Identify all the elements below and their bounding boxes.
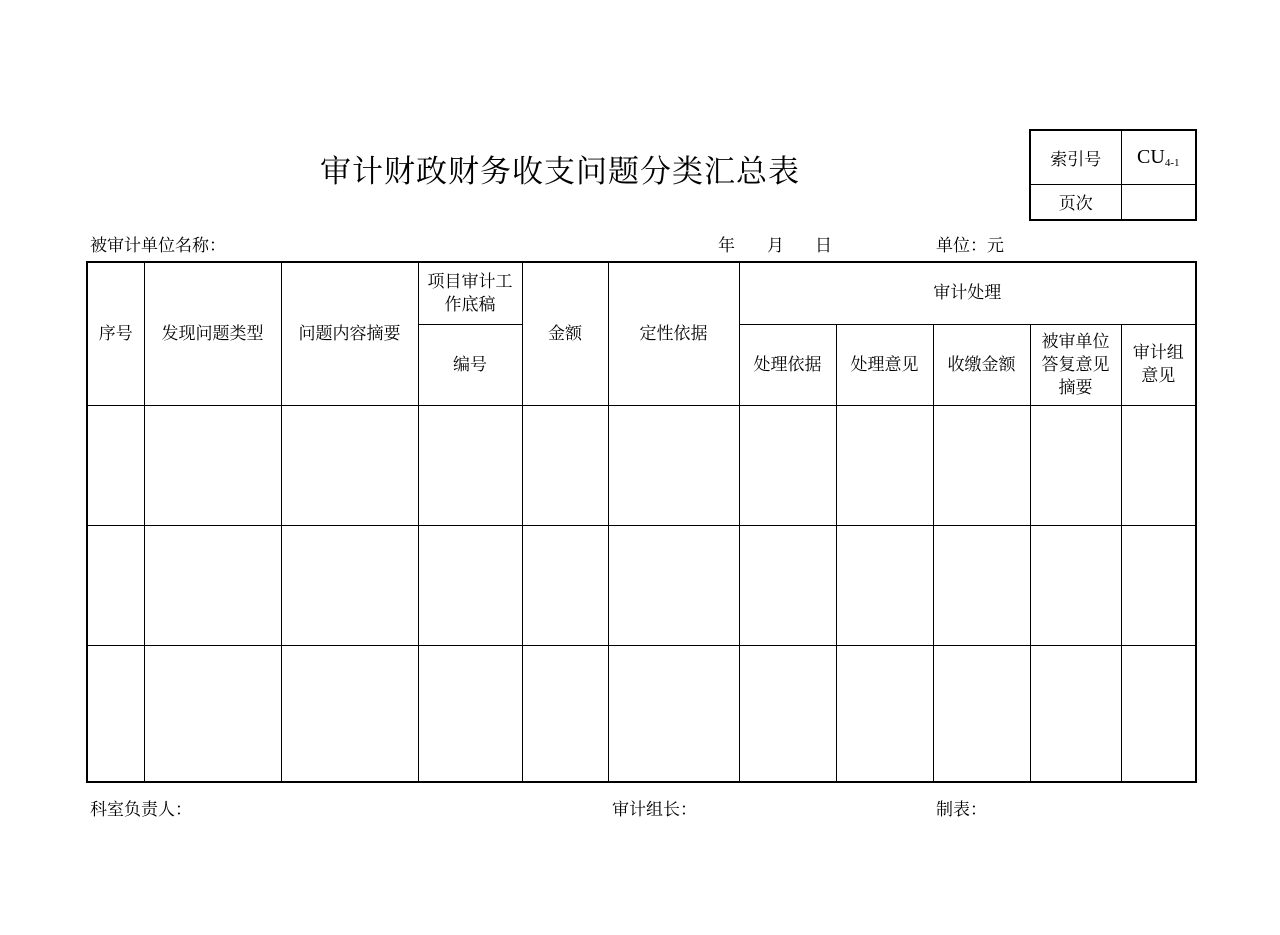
table-cell[interactable]	[418, 646, 522, 783]
index-number-label: 索引号	[1030, 130, 1121, 184]
header-team-line2: 意见	[1141, 366, 1176, 386]
audited-unit-label: 被审计单位名称：	[90, 236, 226, 256]
header-collected-amount: 收缴金额	[933, 325, 1030, 406]
table-cell[interactable]	[1121, 406, 1196, 526]
table-cell[interactable]	[281, 406, 418, 526]
table-cell[interactable]	[418, 406, 522, 526]
table-cell[interactable]	[418, 526, 522, 646]
header-audit-handling: 审计处理	[739, 262, 1196, 325]
table-cell[interactable]	[836, 526, 933, 646]
dept-head-label: 科室负责人：	[90, 800, 192, 820]
table-cell[interactable]	[933, 526, 1030, 646]
page-number-label: 页次	[1030, 184, 1121, 220]
currency-unit-label: 单位：元	[936, 236, 1004, 256]
table-cell[interactable]	[281, 646, 418, 783]
table-cell[interactable]	[144, 406, 281, 526]
table-row	[87, 526, 1196, 646]
table-cell[interactable]	[739, 526, 836, 646]
header-workpaper	[418, 262, 522, 325]
header-reply-line3: 摘要	[1058, 377, 1093, 398]
index-code: CU	[1137, 145, 1165, 168]
index-code-sub: 4-1	[1164, 156, 1180, 169]
table-cell[interactable]	[1121, 646, 1196, 783]
header-workpaper-line2: 作底稿	[444, 294, 496, 315]
table-cell[interactable]	[739, 646, 836, 783]
header-reply-summary	[1030, 325, 1121, 406]
month-label: 月	[767, 236, 784, 256]
table-cell[interactable]	[87, 406, 144, 526]
table-cell[interactable]	[1121, 526, 1196, 646]
table-cell[interactable]	[144, 526, 281, 646]
table-cell[interactable]	[522, 406, 608, 526]
header-basis: 定性依据	[608, 262, 739, 406]
header-amount: 金额	[522, 262, 608, 406]
table-cell[interactable]	[836, 406, 933, 526]
header-workpaper-line1: 项目审计工	[427, 271, 513, 292]
header-seq: 序号	[87, 262, 144, 406]
day-label: 日	[815, 236, 832, 256]
table-body	[87, 406, 1196, 783]
table-cell[interactable]	[739, 406, 836, 526]
table-row	[87, 646, 1196, 783]
table-cell[interactable]	[87, 646, 144, 783]
table-row	[87, 406, 1196, 526]
table-cell[interactable]	[608, 526, 739, 646]
header-reply-line1: 被审单位	[1041, 331, 1110, 352]
summary-table	[86, 261, 1197, 783]
header-issue-type: 发现问题类型	[144, 262, 281, 406]
table-cell[interactable]	[933, 406, 1030, 526]
header-reply-line2: 答复意见	[1041, 354, 1110, 375]
table-cell[interactable]	[836, 646, 933, 783]
page-title: 审计财政财务收支问题分类汇总表	[320, 154, 800, 190]
table-cell[interactable]	[144, 646, 281, 783]
team-leader-label: 审计组长：	[612, 800, 697, 820]
year-label: 年	[718, 236, 735, 256]
header-handling-basis: 处理依据	[739, 325, 836, 406]
header-handling-opinion: 处理意见	[836, 325, 933, 406]
table-cell[interactable]	[522, 646, 608, 783]
header-issue-summary: 问题内容摘要	[281, 262, 418, 406]
index-box	[1029, 129, 1197, 221]
table-cell[interactable]	[87, 526, 144, 646]
table-cell[interactable]	[608, 646, 739, 783]
page-number-value[interactable]	[1121, 184, 1196, 220]
table-cell[interactable]	[1030, 646, 1121, 783]
index-number-value	[1121, 130, 1196, 184]
table-cell[interactable]	[608, 406, 739, 526]
table-cell[interactable]	[281, 526, 418, 646]
header-row-1	[87, 262, 1196, 325]
table-cell[interactable]	[1030, 406, 1121, 526]
header-team-line1: 审计组	[1132, 343, 1184, 363]
header-team-opinion	[1121, 325, 1196, 406]
table-cell[interactable]	[933, 646, 1030, 783]
header-workpaper-no: 编号	[418, 325, 522, 406]
preparer-label: 制表：	[936, 800, 987, 820]
table-cell[interactable]	[522, 526, 608, 646]
table-cell[interactable]	[1030, 526, 1121, 646]
